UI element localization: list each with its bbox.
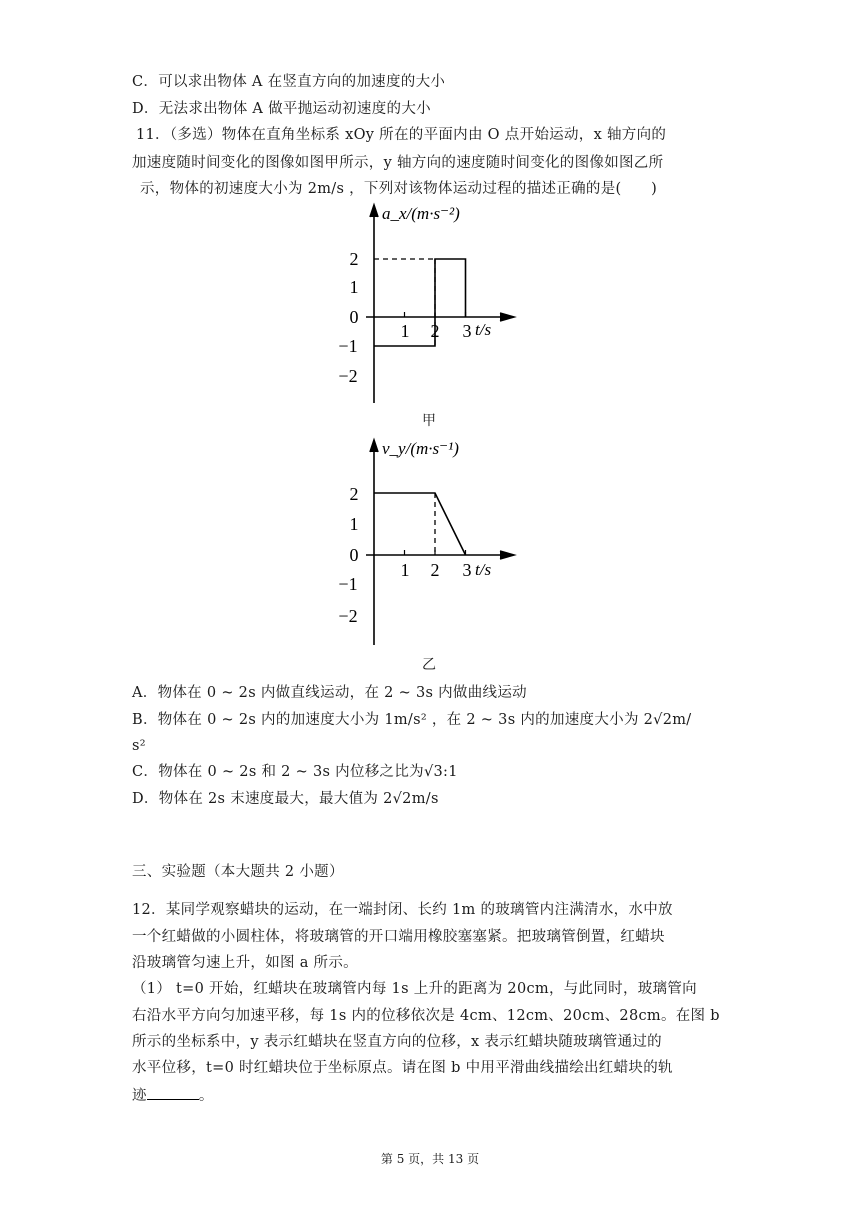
graph-b-ytick: 1 — [349, 514, 359, 534]
question-12-sub1-line-4: 水平位移，t=0 时红蜡块位于坐标原点。请在图 b 中用平滑曲线描绘出红蜡块的轨 — [132, 1060, 673, 1076]
question-11-line-2: 加速度随时间变化的图像如图甲所示，y 轴方向的速度随时间变化的图像如图乙所 — [132, 155, 664, 171]
graph-b-ylabel: v_y/(m·s⁻¹) — [382, 439, 459, 458]
option-c-q10: C．可以求出物体 A 在竖直方向的加速度的大小 — [132, 74, 446, 90]
graph-b-xtick: 1 — [400, 560, 410, 580]
option-d-q11: D．物体在 2s 末速度最大，最大值为 2√2m/s — [132, 791, 439, 807]
graph-a-xtick: 3 — [462, 321, 472, 341]
question-12-sub1-line-3: 所示的坐标系中，y 表示红蜡块在竖直方向的位移，x 表示红蜡块随玻璃管通过的 — [132, 1034, 662, 1050]
section-heading: 三、实验题（本大题共 2 小题） — [132, 864, 344, 880]
question-11-line-3: 示，物体的初速度大小为 2m/s ，下列对该物体运动过程的描述正确的是( ) — [140, 181, 658, 197]
question-12-line-1: 12．某同学观察蜡块的运动，在一端封闭、长约 1m 的玻璃管内注满清水，水中放 — [132, 902, 673, 918]
graph-a-ytick: 1 — [349, 277, 359, 297]
option-b-q11-line-2: s² — [132, 738, 146, 754]
graph-b-ytick: −2 — [338, 606, 358, 626]
question-12-line-3: 沿玻璃管匀速上升，如图 a 所示。 — [132, 955, 358, 971]
graph-b-ytick: 0 — [349, 545, 359, 565]
graph-a-caption: 甲 — [422, 413, 436, 429]
graph-a-xtick: 1 — [400, 321, 410, 341]
graph-v-y — [330, 430, 530, 650]
page-footer: 第 5 页，共 13 页 — [380, 1152, 480, 1166]
graph-a-xlabel: t/s — [475, 320, 492, 339]
option-d-q10: D．无法求出物体 A 做平抛运动初速度的大小 — [132, 101, 431, 117]
question-12-sub1-line-2: 右沿水平方向匀加速平移，每 1s 内的位移依次是 4cm、12cm、20cm、28cm。在图 b — [132, 1008, 720, 1024]
question-12-sub1-line-5 — [132, 1085, 214, 1106]
graph-a-ytick: 0 — [349, 307, 359, 327]
trajectory-period: 。 — [198, 1088, 214, 1104]
graph-b-xlabel: t/s — [475, 560, 492, 579]
graph-b-caption: 乙 — [422, 657, 436, 673]
graph-a-ytick: −1 — [338, 336, 358, 356]
option-c-q11: C．物体在 0 ~ 2s 和 2 ~ 3s 内位移之比为√3:1 — [132, 764, 458, 780]
data-line — [374, 259, 466, 346]
graph-b-xtick: 2 — [430, 560, 440, 580]
graph-a-ytick: 2 — [349, 249, 359, 269]
trajectory-label: 迹 — [132, 1088, 147, 1104]
graph-b-ytick: 2 — [349, 484, 359, 504]
question-12-line-2: 一个红蜡做的小圆柱体，将玻璃管的开口端用橡胶塞塞紧。把玻璃管倒置，红蜡块 — [132, 929, 665, 945]
graph-a-x — [330, 195, 530, 410]
graph-a-ytick: −2 — [338, 366, 358, 386]
graph-b-xtick: 3 — [462, 560, 472, 580]
answer-blank[interactable] — [147, 1085, 199, 1100]
option-a-q11: A．物体在 0 ~ 2s 内做直线运动，在 2 ~ 3s 内做曲线运动 — [132, 685, 527, 701]
option-b-q11-line-1: B．物体在 0 ~ 2s 内的加速度大小为 1m/s² ，在 2 ~ 3s 内的加速度大小为 2√2m/ — [132, 712, 692, 728]
graph-a-xtick: 2 — [430, 321, 440, 341]
graph-a-ylabel: a_x/(m·s⁻²) — [382, 204, 460, 223]
data-line — [374, 493, 466, 555]
graph-b-ytick: −1 — [338, 574, 358, 594]
question-11-line-1: 11．（多选）物体在直角坐标系 xOy 所在的平面内由 O 点开始运动，x 轴方向的 — [136, 127, 667, 143]
question-12-sub1-line-1: （1） t=0 开始，红蜡块在玻璃管内每 1s 上升的距离为 20cm，与此同时，玻璃管向 — [132, 981, 697, 997]
